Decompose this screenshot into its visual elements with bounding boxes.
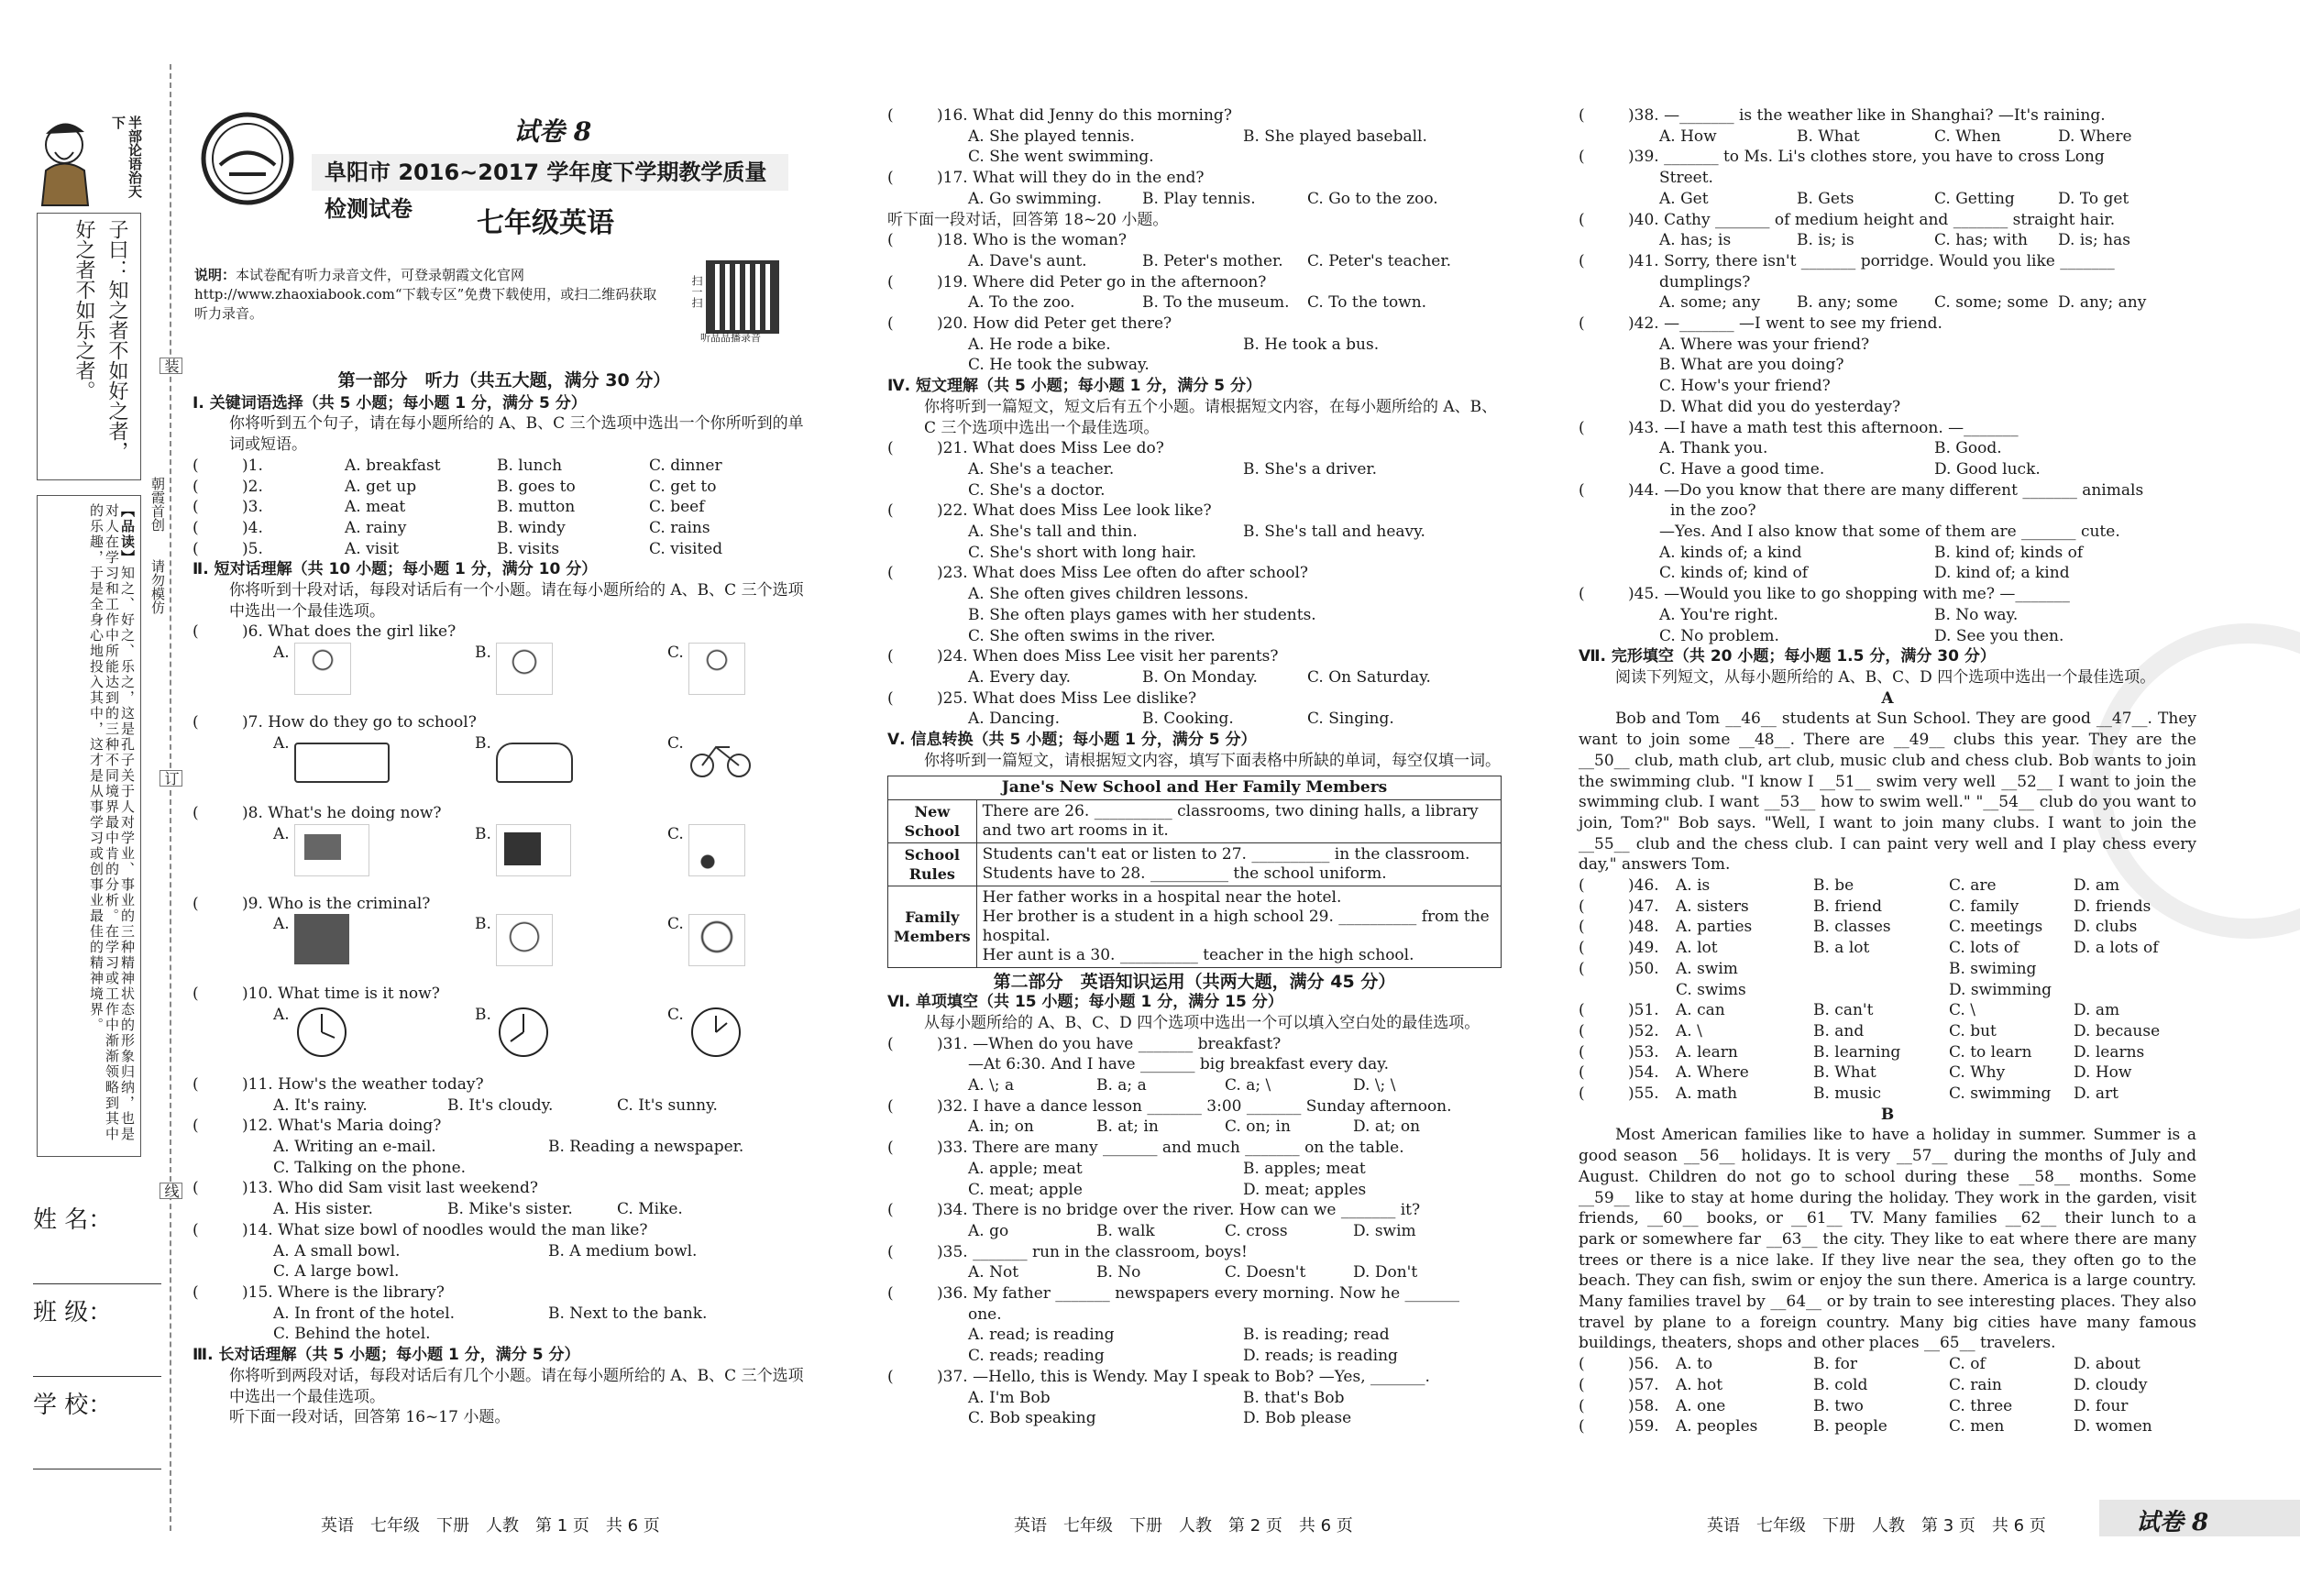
question-55[interactable]: ( )55. A. math B. music C. swimming D. art [1579, 1084, 2118, 1104]
name-field[interactable] [33, 1192, 161, 1284]
seal-char-3: 线 [160, 1183, 182, 1199]
question-23[interactable]: ( )23. What does Miss Lee often do after school? A. She often gives children lessons. B. She often plays games with her students. C. She often swims in the river. [887, 564, 1316, 645]
exam-note: 说明：本试卷配有听力录音文件，可登录朝霞文化官网 http://www.zhaoxiabook.com“下载专区”免费下载使用，或扫二维码获取听力录音。 [194, 267, 657, 322]
question-20[interactable]: ( )20. How did Peter get there? A. He rode a bike. B. He took a bus. C. He took the subway. [887, 314, 1380, 375]
s4-title: Ⅳ. 短文理解（共 5 小题；每小题 1 分，满分 5 分） [887, 377, 1262, 396]
girl-football-picture [294, 643, 351, 695]
confucius-quote: 子曰：知之者不如好之者，好之者不如乐之者。 [72, 219, 128, 461]
part1-title: 第一部分 听力（共五大题，满分 30 分） [337, 370, 671, 391]
question-54[interactable]: ( )54. A. Where B. What C. Why D. How [1579, 1063, 2132, 1083]
table-row: Family Members Her father works in a hospital near the hotel. Her brother is a student in a high school 29. __________ from the hospital. Her aunt is a 30. __________ teacher in the high school. [888, 886, 1502, 967]
picture-question-9[interactable]: ( )9. Who is the criminal? A. B. C. [193, 894, 816, 985]
picture-question-8[interactable]: ( )8. What's he doing now? A. B. C. [193, 803, 816, 894]
question-3[interactable]: ( )3. A. meat B. mutton C. beef [193, 498, 705, 517]
girl-picture [496, 643, 553, 695]
question-33[interactable]: ( )33. There are many _______ and much _______ on the table. A. apple; meat B. apples; meat C. meat; apple D. meat; apples [887, 1139, 1404, 1199]
s5-instructions: 你将听到一篇短文，请根据短文内容，填写下面表格中所缺的单词，每空仅填一词。 [924, 751, 1501, 770]
question-15[interactable]: ( )15. Where is the library? A. In front of the hotel. B. Next to the bank. C. Behind the hotel. [193, 1282, 708, 1344]
column-3 [1579, 105, 2196, 1437]
column-1 [193, 370, 816, 1428]
side-label-2: 请勿模仿 [149, 559, 166, 614]
seal-char-2: 订 [160, 770, 182, 787]
question-17[interactable]: ( )17. What will they do in the end? A. Go swimming. B. Play tennis. C. Go to the zoo. [887, 169, 1438, 208]
s7-title: Ⅶ. 完形填空（共 20 小题；每小题 1.5 分，满分 30 分） [1579, 647, 1996, 666]
question-31[interactable]: ( )31. —When do you have _______ breakfast? —At 6:30. And I have _______ big breakfast every day. A. \; a B. a; a C. a; \ D. \; \ [887, 1034, 1396, 1095]
s1-instructions: 你将听到五个句子，请在每小题所给的 A、B、C 三个选项中选出一个你所听到的单词或短语。 [229, 414, 804, 455]
cloze-b-options [1579, 1354, 2196, 1437]
question-14[interactable]: ( )14. What size bowl of noodles would the man like? A. A small bowl. B. A medium bowl. C. A large bowl. [193, 1220, 698, 1282]
question-48[interactable]: ( )48. A. parties B. classes C. meetings D. clubs [1579, 918, 2138, 937]
question-4[interactable]: ( )4. A. rainy B. windy C. rains [193, 518, 710, 537]
question-13[interactable]: ( )13. Who did Sam visit last weekend? A. His sister. B. Mike's sister. C. Mike. [193, 1179, 683, 1219]
question-38[interactable]: ( )38. —_______ is the weather like in Shanghai? —It's raining. A. How B. What C. When D. Where [1579, 106, 2132, 146]
question-16[interactable]: ( )16. What did Jenny do this morning? A. She played tennis. B. She played baseball. C. She went swimming. [887, 106, 1427, 167]
question-34[interactable]: ( )34. There is no bridge over the river. How can we _______ it? A. go B. walk C. cross D. swim [887, 1201, 1421, 1240]
question-49[interactable]: ( )49. A. lot B. a lot C. lots of D. a lots of [1579, 939, 2159, 958]
footer-paper-number: 试卷 8 [2136, 1509, 2209, 1536]
question-22[interactable]: ( )22. What does Miss Lee look like? A. She's tall and thin. B. She's tall and heavy. C. She's short with long hair. [887, 501, 1425, 562]
exam-title: 阜阳市 2016~2017 学年度下学期教学质量检测试卷 [325, 160, 767, 222]
passage-b-label: B [1880, 1105, 1895, 1124]
footer-page-1: 英语 七年级 下册 人教 第 1 页 共 6 页 [321, 1516, 660, 1535]
clock-c-icon [688, 1005, 743, 1055]
clock-b-icon [496, 1005, 551, 1055]
question-59[interactable]: ( )59. A. peoples B. people C. men D. women [1579, 1417, 2152, 1436]
qr-caption: 听品品播录音 [700, 332, 761, 344]
woman-sunglasses-picture [294, 914, 349, 964]
s2-title: Ⅱ. 短对话理解（共 10 小题；每小题 1 分，满分 10 分） [193, 560, 598, 579]
question-1[interactable]: ( )1. A. breakfast B. lunch C. dinner [193, 456, 722, 475]
question-25[interactable]: ( )25. What does Miss Lee dislike? A. Dancing. B. Cooking. C. Singing. [887, 688, 1394, 729]
passage-b: Most American families like to have a holiday in summer. Summer is a good season __56__ holidays. It is very __57__ during the months of July and August. Children do not go to school during these __58__ months. Some __59__ like to stay at home during the holiday. They work in the garden, visit friends, __60__ books, or __61__ TV. Many families __62__ their lunch to a park or somewhere far __63__ the city. They like to eat where there are many trees or there is a nice lake. If they live near the sea, they often go to the beach. They can fish, swim or enjoy the sun there. America is a large country. Many families travel by __64__ or by train to see interesting places. They also travel by plane to a foreign country. Many big cities have many famous buildings, theaters, shops and other places __65__ travelers. [1579, 1126, 2196, 1353]
s3-instructions: 你将听到两段对话，每段对话后有几个小题。请在每小题所给的 A、B、C 三个选项中选出一个最佳选项。 [229, 1366, 804, 1406]
part2-title: 第二部分 英语知识运用（共两大题，满分 45 分） [993, 971, 1396, 992]
paper-number: 试卷 8 [513, 116, 592, 147]
s6-title: Ⅵ. 单项填空（共 15 小题；每小题 1 分，满分 15 分） [887, 993, 1283, 1012]
exam-subtitle: 七年级英语 [477, 207, 614, 239]
picture-question-6[interactable]: ( )6. What does the girl like? A. B. C. [193, 622, 816, 712]
cloze-a-options [1579, 875, 2196, 1105]
question-35[interactable]: ( )35. _______ run in the classroom, boys! A. Not B. No C. Doesn't D. Don't [887, 1242, 1418, 1282]
footer-page-2: 英语 七年级 下册 人教 第 2 页 共 6 页 [1014, 1516, 1353, 1535]
computer-boy-picture [294, 824, 369, 876]
question-50-cont[interactable]: C. swims D. swimming [1676, 980, 2052, 999]
class-label: 班 级： [33, 1299, 113, 1326]
seal-char-1: 装 [160, 358, 182, 374]
motto-text: 半部论语治天下 [110, 116, 143, 198]
s3-title: Ⅲ. 长对话理解（共 5 小题；每小题 1 分，满分 5 分） [193, 1346, 580, 1365]
footer-page-3: 英语 七年级 下册 人教 第 3 页 共 6 页 [1707, 1516, 2046, 1535]
picture-question-7[interactable]: ( )7. How do they go to school? A. B. C. [193, 712, 816, 803]
question-47[interactable]: ( )47. A. sisters B. friend C. family D. friends [1579, 897, 2151, 916]
girl-cartoon-picture [688, 914, 745, 966]
s7-instructions: 阅读下列短文，从每小题所给的 A、B、C、D 四个选项中选出一个最佳选项。 [1615, 667, 2156, 687]
question-18[interactable]: ( )18. Who is the woman? A. Dave's aunt. B. Peter's mother. C. Peter's teacher. [887, 231, 1451, 270]
footer-paper-tag [2099, 1500, 2300, 1536]
bike-picture [688, 733, 743, 784]
title-banner [312, 154, 788, 222]
passage-a: Bob and Tom __46__ students at Sun School. They are good __47__. They want to join some __48__. There are __49__ clubs this year. They are the __50__ club, math club, art club, music club and chess club. Bob wants to join the swimming club. "I know I __51__ swim very well __52__ I want to join the swimming club. I want __53__ how to swim well." "__54__ club do you want to join, Tom?" Bob says. "Well, I want to join many clubs. I want to join the __55__ club and the chess club. I can paint very well and I play chess every day," answers Tom. [1579, 710, 2196, 875]
clock-a-icon [294, 1005, 349, 1055]
question-43[interactable]: ( )43. —I have a math test this afternoon. —_______ A. Thank you. B. Good. C. Have a good time. D. Good luck. [1579, 418, 2041, 479]
column-2 [887, 105, 1502, 1429]
question-39[interactable]: ( )39. _______ to Ms. Li's clothes store, you have to cross Long Street. A. Get B. Gets C. Getting D. To get [1579, 148, 2129, 208]
question-2[interactable]: ( )2. A. get up B. goes to C. get to [193, 477, 717, 496]
question-19[interactable]: ( )19. Where did Peter go in the afternoon? A. To the zoo. B. To the museum. C. To the town. [887, 272, 1427, 313]
table-title: Jane's New School and Her Family Members [888, 776, 1502, 799]
question-40[interactable]: ( )40. Cathy _______ of medium height and _______ straight hair. A. has; is B. is; is C. has; with D. is; has [1579, 210, 2130, 250]
qr-code[interactable] [706, 260, 779, 334]
question-58[interactable]: ( )58. A. one B. two C. three D. four [1579, 1396, 2129, 1415]
question-32[interactable]: ( )32. I have a dance lesson _______ 3:00 _______ Sunday afternoon. A. in; on B. at; in C. on; in D. at; on [887, 1096, 1452, 1137]
s6-instructions: 从每小题所给的 A、B、C、D 四个选项中选出一个可以填入空白处的最佳选项。 [924, 1013, 1480, 1032]
brand-seal [193, 108, 303, 209]
commentary-text: 【品读】知之、好之、乐之，这是孔子关于人对学业、事业的三种精神状态的形象归纳，也是对人在学习和工作中所能达到的三种不同境界最中肯的分析。在学习或工作中渐渐领略到其中的乐趣，于是全身心地投入其中，这才是从事学习或创事业最佳的精神境界。 [88, 503, 136, 1142]
s2-instructions: 你将听到十段对话，每段对话后有一个小题。请在每小题所给的 A、B、C 三个选项中选出一个最佳选项。 [229, 581, 804, 621]
boy-cartoon-picture [496, 914, 553, 966]
girl-guitar-picture [688, 643, 745, 695]
name-label: 姓 名： [33, 1206, 113, 1234]
student-info [33, 1192, 161, 1469]
side-label-1: 朝霞首创 [149, 477, 166, 532]
question-51[interactable]: ( )51. A. can B. can't C. \ D. am [1579, 1001, 2120, 1020]
s3-lead: 听下面一段对话，回答第 16~17 小题。 [229, 1408, 511, 1427]
sidebar-motto [37, 116, 145, 207]
quote-box [37, 213, 141, 480]
bus-picture [294, 743, 390, 783]
passage-a-label: A [1881, 688, 1894, 708]
tv-boy-picture [496, 824, 571, 876]
question-11[interactable]: ( )11. How's the weather today? A. It's rainy. B. It's cloudy. C. It's sunny. [193, 1074, 718, 1115]
sage-illustration [37, 116, 101, 207]
table-row: New School There are 26. __________ classrooms, two dining halls, a library and two art rooms in it. [888, 799, 1502, 842]
info-table [887, 776, 1502, 968]
question-56[interactable]: ( )56. A. to B. for C. of D. about [1579, 1355, 2140, 1374]
s4-instructions: 你将听到一篇短文，短文后有五个小题。请根据短文内容，在每小题所给的 A、B、C 三个选项中选出一个最佳选项。 [924, 397, 1498, 437]
table-row: School Rules Students can't eat or listen to 27. __________ in the classroom. Students have to 28. __________ the school uniform. [888, 842, 1502, 886]
question-41[interactable]: ( )41. Sorry, there isn't _______ porridge. Would you like _______ dumplings? A. some; any B. any; some C. some; some D. any; any [1579, 251, 2147, 313]
basketball-boy-picture [688, 824, 745, 876]
question-21[interactable]: ( )21. What does Miss Lee do? A. She's a teacher. B. She's a driver. C. She's a doctor. [887, 439, 1378, 500]
question-42[interactable]: ( )42. —_______ —I went to see my friend. A. Where was your friend? B. What are you doing? C. How's your friend? D. What did you do yesterday? [1579, 314, 1942, 416]
question-53[interactable]: ( )53. A. learn B. learning C. to learn D. learns [1579, 1042, 2145, 1062]
s1-items [193, 456, 816, 560]
question-46[interactable]: ( )46. A. is B. be C. are D. am [1579, 876, 2120, 896]
car-picture [496, 743, 573, 783]
question-52[interactable]: ( )52. A. \ B. and C. but D. because [1579, 1021, 2161, 1040]
s5-title: Ⅴ. 信息转换（共 5 小题；每小题 1 分，满分 5 分） [887, 731, 1257, 750]
question-5[interactable]: ( )5. A. visit B. visits C. visited [193, 539, 723, 558]
school-field[interactable] [33, 1377, 161, 1469]
school-label: 学 校： [33, 1392, 113, 1419]
question-12[interactable]: ( )12. What's Maria doing? A. Writing an e-mail. B. Reading a newspaper. C. Talking on the phone. [193, 1117, 744, 1177]
scan-label: 扫一扫 [690, 275, 703, 308]
question-44[interactable]: ( )44. —Do you know that there are many different _______ animals in the zoo? —Yes. And I also know that some of them are _______ cute. A. kinds of; a kind B. kind of; kinds of C. kinds of; kind of D. kind of; a kind [1579, 480, 2144, 583]
picture-question-10[interactable]: ( )10. What time is it now? A. B. C. [193, 984, 816, 1074]
question-24[interactable]: ( )24. When does Miss Lee visit her parents? A. Every day. B. On Monday. C. On Saturday. [887, 647, 1431, 687]
lead-18-20: 听下面一段对话，回答第 18~20 小题。 [887, 210, 1169, 229]
question-36[interactable]: ( )36. My father _______ newspapers every morning. Now he _______ one. A. read; is reading B. is reading; read C. reads; reading D. reads; is reading [887, 1284, 1460, 1366]
class-field[interactable] [33, 1284, 161, 1377]
seal-line [170, 64, 171, 1531]
question-50[interactable]: ( )50. A. swim B. swiming [1579, 959, 2037, 978]
question-37[interactable]: ( )37. —Hello, this is Wendy. May I speak to Bob? —Yes, _______. A. I'm Bob B. that's Bob C. Bob speaking D. Bob please [887, 1367, 1430, 1428]
question-57[interactable]: ( )57. A. hot B. cold C. rain D. cloudy [1579, 1375, 2148, 1394]
s1-title: Ⅰ. 关键词语选择（共 5 小题；每小题 1 分，满分 5 分） [193, 393, 587, 413]
question-45[interactable]: ( )45. —Would you like to go shopping with me? —_______ A. You're right. B. No way. C. No problem. D. See you then. [1579, 585, 2070, 645]
commentary-box [37, 495, 141, 1157]
